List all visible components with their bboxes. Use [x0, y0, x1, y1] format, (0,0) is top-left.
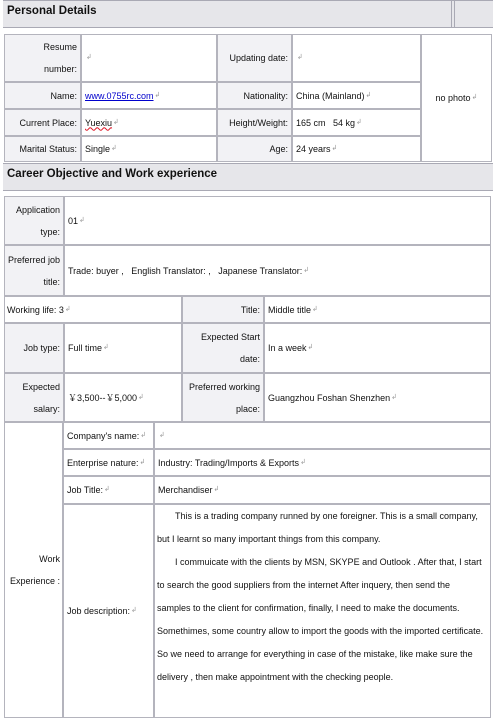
photo-placeholder: no photo ↲	[421, 34, 492, 162]
job-title-label: Job Title: ↲	[63, 476, 154, 504]
work-experience-label: Work Experience :	[4, 422, 63, 718]
current-place-value: Yuexiu ↲	[81, 109, 217, 136]
age-label: Age:	[217, 136, 292, 162]
job-description-paragraph-2: I commuicate with the clients by MSN, SKYPE and Outlook . After that, I start to search the good suppliers from the internet After inquery, then send the samples to the client for confirmation, finally, I need to make the documents. Somethimes, some country allow to import the goods with the imported certificate. So we need to arrange for everything in case of the mistake, like make sure the delivery , then make appointment with the checking people.	[157, 557, 484, 682]
working-life-row: Working life: 3 ↲	[4, 296, 182, 323]
personal-details-header	[3, 0, 493, 28]
marital-status-value: Single ↲	[81, 136, 217, 162]
expected-salary-label: Expected salary:	[4, 373, 64, 422]
enterprise-nature-value: Industry: Trading/Imports & Exports ↲	[154, 449, 491, 476]
resume-number-label: Resume number:	[4, 34, 81, 82]
current-place-label: Current Place:	[4, 109, 81, 136]
expected-start-date-value: In a week ↲	[264, 323, 491, 373]
title-value: Middle title ↲	[264, 296, 491, 323]
expected-start-date-label: Expected Start date:	[182, 323, 264, 373]
company-name-value: ↲	[154, 422, 491, 449]
job-type-label: Job type:	[4, 323, 64, 373]
section-title: Personal Details	[7, 5, 97, 17]
updating-date-value: ↲	[292, 34, 421, 82]
job-title-value: Merchandiser ↲	[154, 476, 491, 504]
application-type-value: 01 ↲	[64, 196, 491, 245]
name-label: Name:	[4, 82, 81, 109]
resume-number-value: ↲	[81, 34, 217, 82]
company-name-label: Company's name: ↲	[63, 422, 154, 449]
job-description-label: Job description: ↲	[63, 504, 154, 718]
section-title: Career Objective and Work experience	[7, 168, 218, 180]
marital-status-label: Marital Status:	[4, 136, 81, 162]
application-type-label: Application type:	[4, 196, 64, 245]
name-value[interactable]: www.0755rc.com ↲	[81, 82, 217, 109]
nationality-label: Nationality:	[217, 82, 292, 109]
career-objective-header	[3, 163, 493, 191]
enterprise-nature-label: Enterprise nature: ↲	[63, 449, 154, 476]
job-type-value: Full time ↲	[64, 323, 182, 373]
working-life-value: 3	[58, 304, 64, 315]
height-weight-value: 165 cm 54 kg ↲	[292, 109, 421, 136]
preferred-working-place-value: Guangzhou Foshan Shenzhen ↲	[264, 373, 491, 422]
preferred-job-title-label: Preferred job title:	[4, 245, 64, 296]
header-divider	[451, 1, 455, 27]
age-value: 24 years ↲	[292, 136, 421, 162]
expected-salary-value: ￥3,500--￥5,000 ↲	[64, 373, 182, 422]
preferred-working-place-label: Preferred working place:	[182, 373, 264, 422]
updating-date-label: Updating date:	[217, 34, 292, 82]
nationality-value: China (Mainland) ↲	[292, 82, 421, 109]
preferred-job-title-value: Trade: buyer , English Translator: , Japanese Translator: ↲	[64, 245, 491, 296]
job-description-value	[154, 504, 491, 718]
name-link[interactable]: www.0755rc.com	[85, 90, 154, 101]
title-label: Title:	[182, 296, 264, 323]
job-description-paragraph-1: This is a trading company runned by one foreigner. This is a small company, but I learnt so many important things from this company.	[157, 511, 478, 544]
height-weight-label: Height/Weight:	[217, 109, 292, 136]
